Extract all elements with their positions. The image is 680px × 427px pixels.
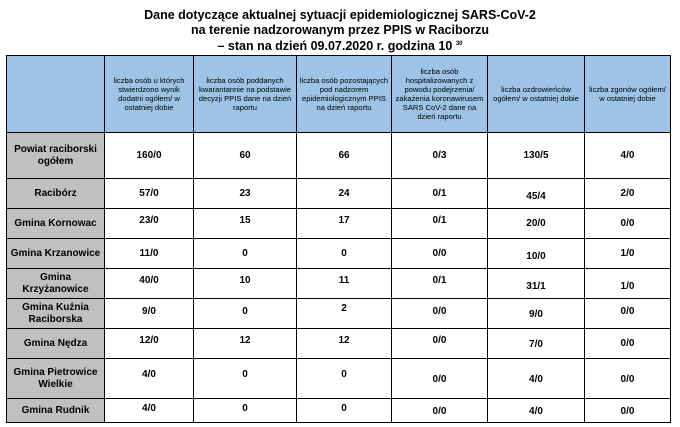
- cell-value: 2/0: [620, 188, 635, 199]
- table-cell: [194, 133, 297, 179]
- cell-value: 40/0: [139, 275, 159, 286]
- table-cell: [488, 329, 585, 359]
- table-cell: [585, 399, 671, 423]
- table-cell: [488, 133, 585, 179]
- cell-value: 23: [239, 188, 251, 199]
- cell-value: 60: [239, 150, 251, 161]
- cell-value: 0: [242, 248, 248, 259]
- table-cell: [585, 209, 671, 239]
- table-cell: [488, 239, 585, 269]
- cell-value: 2: [341, 303, 347, 314]
- cell-value: 0/0: [620, 406, 635, 417]
- cell-value: 0/1: [432, 188, 447, 199]
- title-line-3-text: – stan na dzień 09.07.2020 r. godzina 10: [217, 39, 453, 53]
- cell-value: 7/0: [529, 339, 543, 350]
- cell-value: 0/0: [620, 306, 635, 317]
- table-cell: [392, 239, 488, 269]
- table-cell: [105, 209, 194, 239]
- table-cell: [392, 299, 488, 329]
- cell-value: 1/0: [620, 248, 635, 259]
- row-label: Racibórz: [7, 179, 105, 209]
- table-cell: [194, 399, 297, 423]
- cell-value: 66: [338, 150, 350, 161]
- cell-value: 0: [341, 248, 347, 259]
- table-row: [7, 179, 671, 209]
- table-row: [7, 299, 671, 329]
- cell-value: 0/1: [432, 215, 447, 226]
- covid-stats-table: [6, 55, 671, 423]
- table-cell: [105, 133, 194, 179]
- table-cell: [392, 179, 488, 209]
- table-cell: [392, 269, 488, 299]
- cell-value: 12/0: [139, 335, 159, 346]
- table-cell: [297, 209, 392, 239]
- title-line-1: Dane dotyczące aktualnej sytuacji epidemiologicznej SARS-CoV-2: [144, 8, 536, 22]
- header-hospitalized: liczba osób hospitalizowanych z powodu podejrzenia/ zakażenia koronawirusem SARS CoV-2 dane na dzień raportu: [392, 56, 488, 133]
- table-cell: [194, 299, 297, 329]
- table-cell: [194, 329, 297, 359]
- table-row: [7, 209, 671, 239]
- title-line-2: na terenie nadzorowanym przez PPIS w Raciborzu: [191, 22, 489, 37]
- table-cell: [585, 359, 671, 399]
- row-label: Gmina Nędza: [7, 329, 105, 359]
- header-recovered: liczba ozdrowieńców ogółem/ w ostatniej dobie: [488, 56, 585, 133]
- table-cell: [297, 399, 392, 423]
- cell-value: 4/0: [142, 369, 156, 380]
- cell-value: 9/0: [142, 306, 156, 317]
- cell-value: 4/0: [142, 403, 156, 414]
- table-cell: [585, 299, 671, 329]
- table-cell: [488, 299, 585, 329]
- row-label: Gmina Kuźnia Raciborska: [7, 299, 105, 329]
- table-row: [7, 359, 671, 399]
- cell-value: 0: [242, 403, 248, 414]
- cell-value: 0/0: [620, 218, 635, 229]
- table-cell: [105, 359, 194, 399]
- table-cell: [105, 329, 194, 359]
- title-time-minutes: 30: [455, 41, 463, 47]
- row-label: Gmina Pietrowice Wielkie: [7, 359, 105, 399]
- header-supervision: liczba osób pozostających pod nadzorem epidemiologicznym PPIS na dzień raportu: [297, 56, 392, 133]
- table-cell: [297, 133, 392, 179]
- table-row: [7, 329, 671, 359]
- table-cell: [488, 399, 585, 423]
- table-cell: [488, 209, 585, 239]
- header-quarantine: liczba osób poddanych kwarantannie na podstawie decyzji PPIS dane na dzień raportu: [194, 56, 297, 133]
- table-cell: [194, 209, 297, 239]
- table-cell: [585, 329, 671, 359]
- cell-value: 0/0: [432, 406, 447, 417]
- cell-value: 11: [338, 275, 350, 286]
- table-cell: [297, 329, 392, 359]
- cell-value: 0/0: [620, 374, 635, 385]
- cell-value: 23/0: [139, 215, 159, 226]
- cell-value: 24: [338, 188, 350, 199]
- cell-value: 9/0: [529, 309, 543, 320]
- cell-value: 10: [239, 275, 251, 286]
- table-cell: [194, 269, 297, 299]
- table-cell: [297, 239, 392, 269]
- cell-value: 57/0: [139, 188, 159, 199]
- cell-value: 0/0: [620, 338, 635, 349]
- table-row: [7, 133, 671, 179]
- cell-value: 0/0: [432, 306, 447, 317]
- table-cell: [585, 269, 671, 299]
- table-cell: [392, 359, 488, 399]
- table-cell: [488, 359, 585, 399]
- cell-value: 1/0: [620, 281, 635, 292]
- cell-value: 0: [242, 306, 248, 317]
- table-cell: [297, 299, 392, 329]
- table-cell: [488, 179, 585, 209]
- cell-value: 20/0: [526, 218, 546, 229]
- table-cell: [392, 399, 488, 423]
- row-label: Gmina Rudnik: [7, 399, 105, 423]
- header-positive: liczba osób u których stwierdzono wynik dodatni ogółem/ w ostatniej dobie: [105, 56, 194, 133]
- table-cell: [488, 269, 585, 299]
- table-cell: [297, 179, 392, 209]
- row-label: Gmina Krzyżanowice: [7, 269, 105, 299]
- table-cell: [194, 179, 297, 209]
- row-label: Powiat raciborski ogółem: [7, 133, 105, 179]
- cell-value: 0/0: [432, 374, 447, 385]
- table-cell: [585, 133, 671, 179]
- table-cell: [105, 179, 194, 209]
- cell-value: 0/0: [432, 248, 447, 259]
- row-label: Gmina Krzanowice: [7, 239, 105, 269]
- cell-value: 17: [338, 215, 350, 226]
- table-cell: [392, 209, 488, 239]
- cell-value: 4/0: [529, 374, 543, 385]
- report-title: [0, 8, 680, 54]
- title-line-3: [0, 37, 680, 54]
- table-cell: [392, 133, 488, 179]
- table-row: [7, 399, 671, 423]
- cell-value: 0/0: [432, 335, 447, 346]
- table-row: [7, 239, 671, 269]
- table-cell: [105, 269, 194, 299]
- table-cell: [194, 239, 297, 269]
- cell-value: 160/0: [136, 150, 162, 161]
- cell-value: 0/1: [432, 275, 447, 286]
- cell-value: 0: [341, 403, 347, 414]
- table-cell: [297, 269, 392, 299]
- table-cell: [194, 359, 297, 399]
- table-cell: [105, 299, 194, 329]
- cell-value: 11/0: [139, 248, 159, 259]
- table-cell: [105, 239, 194, 269]
- header-row: [7, 56, 671, 133]
- cell-value: 0/3: [432, 150, 447, 161]
- cell-value: 130/5: [523, 150, 549, 161]
- cell-value: 0: [242, 369, 248, 380]
- cell-value: 0: [341, 369, 347, 380]
- cell-value: 12: [239, 335, 251, 346]
- header-corner: [7, 56, 105, 133]
- table-cell: [392, 329, 488, 359]
- row-label: Gmina Kornowac: [7, 209, 105, 239]
- cell-value: 15: [239, 215, 251, 226]
- cell-value: 31/1: [526, 281, 546, 292]
- table-cell: [105, 399, 194, 423]
- cell-value: 10/0: [526, 251, 546, 262]
- table-cell: [297, 359, 392, 399]
- header-deaths: liczba zgonów ogółem/ w ostatniej dobie: [585, 56, 671, 133]
- table-cell: [585, 179, 671, 209]
- table-cell: [585, 239, 671, 269]
- cell-value: 45/4: [526, 191, 546, 202]
- cell-value: 12: [338, 335, 350, 346]
- cell-value: 4/0: [620, 150, 635, 161]
- table-row: [7, 269, 671, 299]
- cell-value: 4/0: [529, 406, 543, 417]
